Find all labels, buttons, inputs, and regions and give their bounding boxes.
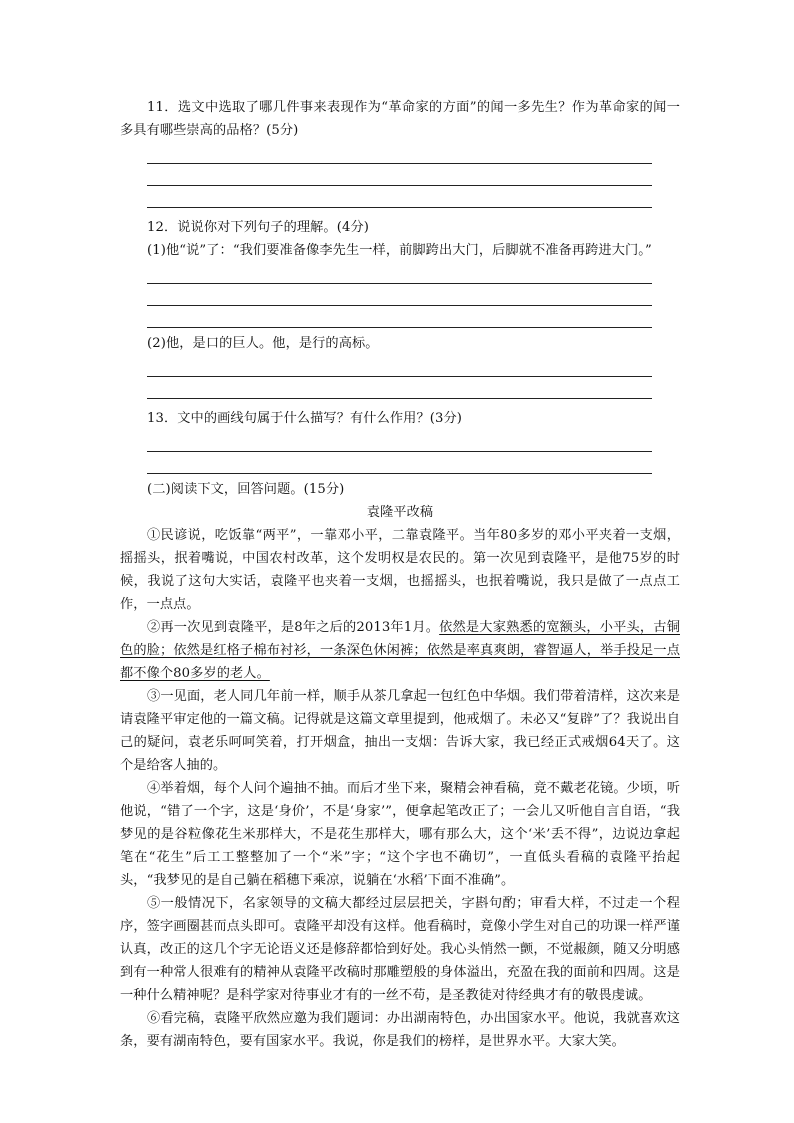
answer-area-q12-1[interactable] xyxy=(147,262,652,328)
question-11: 11．选文中选取了哪几件事来表现作为“革命家的方面”的闻一多先生？作为革命家的闻一多具有哪些崇高的品格？(5分) xyxy=(120,100,680,138)
answer-line[interactable] xyxy=(147,430,652,452)
paragraph-5: ⑤一般情况下，名家领导的文稿大都经过层层把关，字斟句酌；审看大样，不过走一个程序，签字画圈甚而点头即可。袁隆平却没有这样。他看稿时，竟像小学生对自己的功课一样严谨认真，改正的这几个字无论语义还是修辞都恰到好处。我心头悄然一颤，不觉赧颜，随又分明感到有一种常人很难有的精神从袁隆平改稿时那雕塑般的身体溢出，充盈在我的面前和四周。这是一种什么精神呢？是科学家对待事业才有的一丝不苟，是圣教徒对待经典才有的敬畏虔诚。 xyxy=(120,896,680,1003)
paragraph-4: ④举着烟，每个人问个遍抽不抽。而后才坐下来，聚精会神看稿，竟不戴老花镜。少顷，听他说，“错了一个字，这是‘身价’，不是‘身家’”，便拿起笔改正了；一会儿又听他自言自语，“我梦见的是谷粒像花生米那样大，不是花生那样大，哪有那么大，这个‘米’丢不得”，边说边拿起笔在“花生”后工工整整加了一个“米”字；“这个字也不确切”，一直低头看稿的袁隆平抬起头，“我梦见的是自己躺在稻穗下乘凉，说躺在‘水稻’下面不准确”。 xyxy=(120,781,680,888)
answer-line[interactable] xyxy=(147,355,652,377)
paragraph-2-text: ②再一次见到袁隆平，是8年之后的2013年1月。 xyxy=(147,620,440,635)
article-title: 袁隆平改稿 xyxy=(366,505,434,520)
paragraph-2 xyxy=(120,616,680,685)
answer-line[interactable] xyxy=(147,306,652,328)
question-12: 12．说说你对下列句子的理解。(4分) xyxy=(147,220,369,235)
answer-line[interactable] xyxy=(147,262,652,284)
section-2-intro: (二)阅读下文，回答问题。(15分) xyxy=(147,482,345,497)
question-13: 13．文中的画线句属于什么描写？有什么作用？(3分) xyxy=(147,411,462,426)
page-content xyxy=(120,96,680,1053)
answer-line[interactable] xyxy=(147,186,652,208)
answer-line[interactable] xyxy=(147,164,652,186)
paragraph-3: ③一见面，老人同几年前一样，顺手从茶几拿起一包红色中华烟。我们带着清样，这次来是请袁隆平审定他的一篇文稿。记得就是这篇文章里提到，他戒烟了。未必又“复辟”了？我说出自己的疑问，袁老乐呵呵笑着，打开烟盒，抽出一支烟：告诉大家，我已经正式戒烟64天了。这个是给客人抽的。 xyxy=(120,689,680,773)
question-12-sub2: (2)他，是口的巨人。他，是行的高标。 xyxy=(147,336,379,351)
answer-area-q12-2[interactable] xyxy=(147,355,652,399)
paragraph-1: ①民谚说，吃饭靠“两平”，一靠邓小平，二靠袁隆平。当年80多岁的邓小平夹着一支烟，摇摇头，抿着嘴说，中国农村改革，这个发明权是农民的。第一次见到袁隆平，是他75岁的时候，我说了这句大实话，袁隆平也夹着一支烟，也摇摇头，也抿着嘴说，我只是做了一点点工作，一点点。 xyxy=(120,528,680,612)
answer-line[interactable] xyxy=(147,377,652,399)
paragraph-6: ⑥看完稿，袁隆平欣然应邀为我们题词：办出湖南特色，办出国家水平。他说，我就喜欢这条，要有湖南特色，要有国家水平。我说，你是我们的榜样，是世界水平。大家大笑。 xyxy=(120,1011,680,1049)
answer-line[interactable] xyxy=(147,142,652,164)
answer-line[interactable] xyxy=(147,284,652,306)
answer-line[interactable] xyxy=(147,452,652,474)
answer-area-q11[interactable] xyxy=(147,142,652,208)
question-12-sub1: (1)他“说”了：“我们要准备像李先生一样，前脚跨出大门，后脚就不准备再跨进大门。” xyxy=(147,243,652,258)
underlined-sentence: 依然是大家熟悉的宽额头，小平头，古铜色的脸；依然是红格子棉布衬衫，一条深色休闲裤；依然是率真爽朗，睿智逼人，举手投足一点都不像个80多岁的老人。 xyxy=(120,620,680,681)
answer-area-q13[interactable] xyxy=(147,430,652,474)
